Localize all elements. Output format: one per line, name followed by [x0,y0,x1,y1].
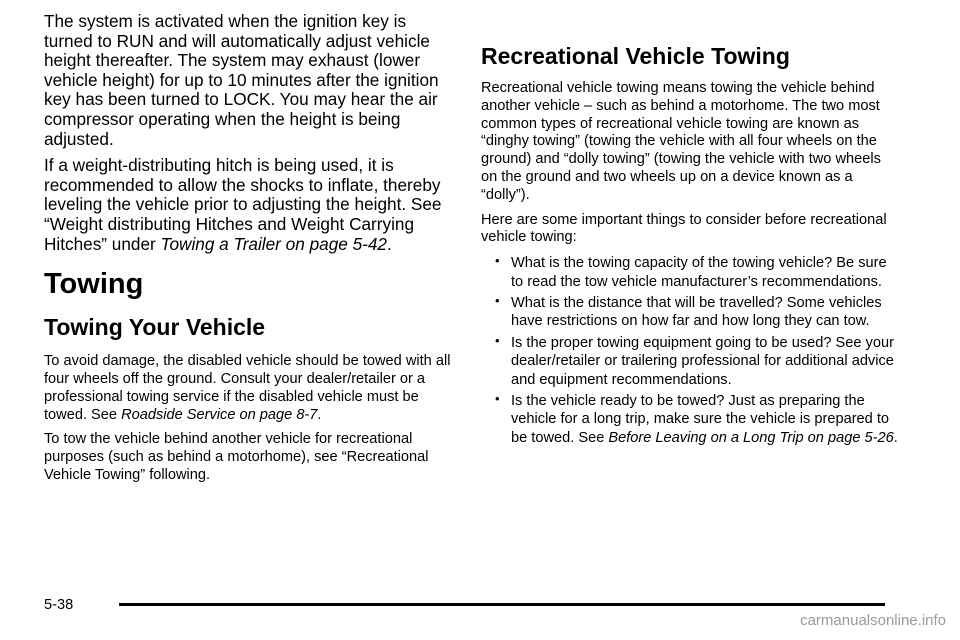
footer-rule [119,603,885,606]
ride-height-paragraph: The system is activated when the ignition key is turned to RUN and will automatically adjust vehicle height thereafter. The system may exhaust (lower vehicle height) for up to 10 minutes after the ignition key has been turned to LOCK. You may hear the air compressor operating when the height is being adjusted. [44,11,439,149]
bullet-icon: • [495,292,500,308]
list-item [481,392,901,447]
disabled-vehicle-text: To avoid damage, the disabled vehicle should be towed with all four wheels off the ground. Consult your dealer/retailer or a professional towing service if the disabled vehicle must be towed. See [44,353,451,423]
roadside-service-reference: Roadside Service on page 8-7 [121,406,318,423]
list-item-text: What is the distance that will be travelled? Some vehicles have restrictions on how far and how long they can tow. [511,294,882,330]
considerations-paragraph: Here are some important things to consider before recreational vehicle towing: [481,211,887,246]
disabled-vehicle-paragraph [44,353,452,424]
hitch-period: . [387,233,392,254]
hitch-paragraph [44,156,452,254]
list-item-end: . [893,429,898,446]
page-number: 5-38 [44,597,74,613]
subheading-recreational-vehicle-towing: Recreational Vehicle Towing [481,43,790,69]
before-leaving-reference: Before Leaving on a Long Trip on page 5-26 [608,429,894,446]
watermark[interactable]: carmanualsonline.info [800,612,946,629]
bullet-icon: • [495,253,500,269]
list-item-text: What is the towing capacity of the towing vehicle? Be sure to read the tow vehicle manufacturer’s recommendations. [511,255,887,290]
recreational-reference-paragraph: To tow the vehicle behind another vehicle for recreational purposes (such as behind a motorhome), see “Recreational Vehicle Towing” following. [44,431,429,483]
subheading-towing-your-vehicle: Towing Your Vehicle [44,314,266,341]
list-item [481,254,901,291]
left-column [44,12,452,492]
list-item [481,334,901,389]
right-column [481,12,901,450]
list-item-text: Is the proper towing equipment going to be used? See your dealer/retailer or trailering professional for additional advice and equipment recommendations. [511,334,894,388]
hitch-text: If a weight-distributing hitch is being used, it is recommended to allow the shocks to inflate, thereby leveling the vehicle prior to adjusting the height. See “Weight distributing Hitches and Weight Carrying Hitches” under [44,155,442,254]
section-heading-towing: Towing [44,268,144,301]
list-item [481,294,901,331]
considerations-list [481,254,901,447]
bullet-icon: • [495,391,500,407]
list-item-text: Is the vehicle ready to be towed? Just as preparing the vehicle for a long trip, make sure the vehicle is prepared to be towed. See [511,393,890,446]
towing-trailer-reference: Towing a Trailer on page 5-42 [160,233,387,254]
bullet-icon: • [495,332,500,348]
disabled-vehicle-period: . [317,406,322,423]
rv-towing-intro-paragraph: Recreational vehicle towing means towing the vehicle behind another vehicle – such as behind a motorhome. The two most common types of recreational vehicle towing are known as “dinghy towing” (towing the vehicle with all four wheels on the ground) and “dolly towing” (towing the vehicle with two wheels on the ground and two wheels up on a device known as a “dolly”). [481,80,881,203]
